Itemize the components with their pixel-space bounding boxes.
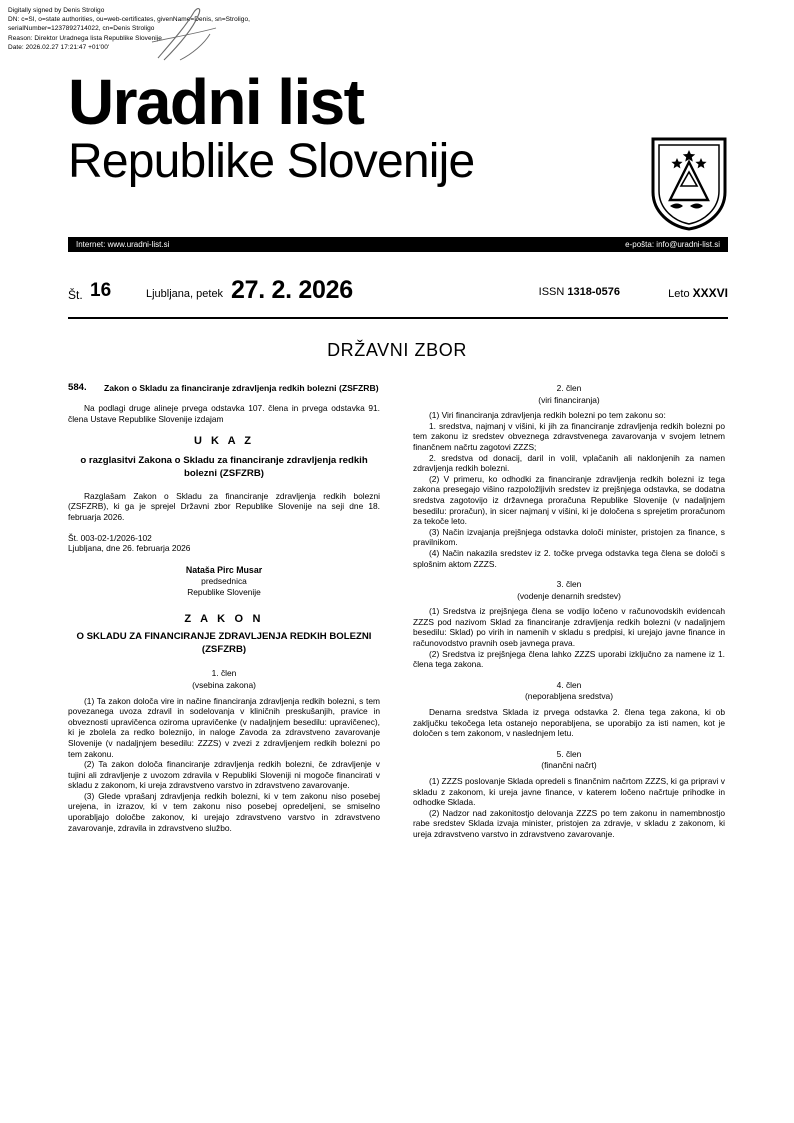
article-3-subtitle: (vodenje denarnih sredstev)	[517, 590, 621, 601]
signature-line-2: DN: c=SI, o=state authorities, ou=web-certificates, givenName=Denis, sn=Stroligo,	[8, 16, 250, 24]
article-2-item-1: 1. sredstva, najmanj v višini, ki jih za financiranje zdravljenja redkih bolezni po tem zakonu iz sredstev obveznega zdravstvenega zavarovanja v svojem letnem finančnem načrtu zagotovi ZZZS;	[413, 420, 725, 452]
article-4-para-1: Denarna sredstva Sklada iz prvega odstavka 2. člena tega zakona, ki ob zaključku tekočega leta ostanejo neporabljena, se uporabijo za isti namen, kot je določen s tem zakonom, v naslednjem letu.	[413, 707, 725, 739]
signer-role-2: Republike Slovenije	[187, 586, 261, 597]
act-title: Zakon o Skladu za financiranje zdravljenja redkih bolezni (ZSFZRB)	[104, 383, 379, 393]
article-1-label: 1. člen	[211, 668, 237, 679]
signature-line-1: Digitally signed by Denis Stroligo	[8, 7, 105, 14]
article-3-para-1: (1) Sredstva iz prejšnjega člena se vodijo ločeno v računovodskih evidencah ZZZS pod nazivom Sklad za financiranje zdravljenja redkih bolezni (v nadaljnjem besedilu: Sklad) po virih in namenih v skladu s predpisi, ki urejajo javne finance in računovodstvo pravnih oseb javnega prava.	[413, 606, 725, 649]
article-2-para-3: (3) Način izvajanja prejšnjega odstavka določi minister, pristojen za finance, s pravilnikom.	[413, 526, 725, 548]
article-2-para-4: (4) Način nakazila sredstev iz 2. točke prvega odstavka tega člena se določi s splošnim aktom ZZZS.	[413, 547, 725, 569]
volume-value: XXXVI	[692, 286, 728, 300]
issue-place-label: Ljubljana, petek	[146, 288, 224, 300]
issue-number-label: Št.	[68, 288, 83, 302]
article-4-subtitle: (neporabljena sredstva)	[525, 691, 613, 702]
document-number: Št. 003-02-1/2026-102	[68, 532, 152, 543]
issn	[539, 286, 620, 298]
signature-president	[68, 565, 380, 598]
masthead-title-line1: Uradni list	[68, 66, 364, 138]
article-2-subtitle: (viri financiranja)	[538, 394, 600, 405]
masthead	[68, 66, 728, 190]
issue-info-bar	[68, 276, 728, 312]
signature-line-4: Reason: Direktor Uradnega lista Republike Slovenije	[8, 34, 162, 42]
slovenia-coat-of-arms-icon	[650, 136, 728, 232]
issn-label: ISSN	[538, 286, 565, 298]
ukaz-subtitle: o razglasitvi Zakona o Skladu za financiranje zdravljenja redkih bolezni (ZSFZRB)	[80, 454, 368, 479]
article-3-label: 3. člen	[556, 579, 582, 590]
email-label: e-pošta: info@uradni-list.si	[625, 240, 720, 249]
article-1-para-2: (2) Ta zakon določa financiranje zdravljenja redkih bolezni, če zdravljenje v tujini ali zdravljenje z uvozom zdravila v Republiki Sloveniji ni mogoče financirati v skladu z zakonom, ki ureja zdravstveno varstvo in zdravstveno zavarovanje.	[68, 759, 380, 791]
signature-line-5: Date: 2026.02.27 17:21:47 +01'00'	[8, 43, 110, 51]
issn-value: 1318-0576	[567, 286, 620, 298]
left-column	[68, 383, 380, 833]
ukaz-intro: Na podlagi druge alineje prvega odstavka 107. člena in prvega odstavka 91. člena Ustave Republike Slovenije izdajam	[68, 403, 380, 424]
document-place-date: Ljubljana, dne 26. februarja 2026	[68, 543, 191, 554]
website-label: Internet: www.uradni-list.si	[76, 240, 170, 249]
issue-number-value: 16	[90, 280, 112, 301]
article-5-para-1: (1) ZZZS poslovanje Sklada opredeli s finančnim načrtom ZZZS, ki ga pripravi v skladu z zakonom, ki ureja javne finance, v katerem ločeno načrtuje prihodke in odhodke Sklada.	[413, 776, 725, 808]
section-title: DRŽAVNI ZBOR	[327, 340, 467, 360]
article-4-label: 4. člen	[556, 679, 582, 690]
act-number: 584.	[68, 382, 87, 393]
issue-date: 27. 2. 2026	[231, 276, 353, 304]
zakon-subtitle: O SKLADU ZA FINANCIRANJE ZDRAVLJENJA REDKIH BOLEZNI (ZSFZRB)	[76, 631, 372, 656]
article-1-para-1: (1) Ta zakon določa vire in načine financiranja zdravljenja redkih bolezni, s tem povezanega uvoza zdravil in sodelovanja v kliničnih preskušanjih, pravice in obveznosti upravičenca oziroma upravičenke (v nadaljnjem besedilu: upravičenec), ki je zbolela za redko boleznijo, in naloge Zavoda za zdravstveno zavarovanje Slovenije (v nadaljnjem besedilu: ZZZS) v zvezi z zdravljenjem redkih bolezni po tem zakonu.	[68, 695, 380, 759]
document-meta	[68, 533, 380, 554]
ukaz-body: Razglašam Zakon o Skladu za financiranje zdravljenja redkih bolezni (ZSFZRB), ki ga je sprejel Državni zbor Republike Slovenije na seji dne 18. februarja 2026.	[68, 490, 380, 522]
article-1-para-3: (3) Glede vprašanj zdravljenja redkih bolezni, ki v tem zakonu niso posebej urejena, in izrazov, ki v tem zakonu niso posebej opredeljeni, se smiselno uporabljajo določbe zakonov, ki urejajo zdravstveno varstvo in zdravstveno zavarovanje, zdravila in zdravstveno službo.	[68, 790, 380, 833]
volume-label: Leto	[668, 288, 690, 300]
article-5-label: 5. člen	[556, 748, 582, 759]
volume	[668, 286, 728, 300]
article-1-subtitle: (vsebina zakona)	[192, 679, 256, 690]
zakon-heading: Z A K O N	[184, 612, 264, 625]
article-5-subtitle: (finančni načrt)	[541, 760, 597, 771]
right-column	[413, 383, 725, 840]
article-2-item-2: 2. sredstva od donacij, daril in volil, vplačanih ali naklonjenih za namen zdravljenja redkih bolezni.	[413, 452, 725, 474]
article-5-para-2: (2) Nadzor nad zakonitostjo delovanja ZZZS po tem zakonu in namembnostjo rabe sredstev Sklada izvaja minister, pristojen za zdravje, v skladu z zakonom, ki ureja zdravstveno varstvo in zdravstveno zavarovanje.	[413, 807, 725, 839]
signer-name: Nataša Pirc Musar	[185, 564, 263, 575]
header-divider	[68, 317, 728, 319]
article-2-para-2: (2) V primeru, ko odhodki za financiranje zdravljenja redkih bolezni iz tega zakona presegajo višino razpoložljivih sredstev iz prejšnjega odstavka, se dodatna sredstva zagotovijo iz državnega proračuna Republike Slovenije (v nadaljnjem besedilu: proračun), in sicer najmanj v višini, ki je določena s sprejetim proračunom za tekoče leto.	[413, 473, 725, 527]
article-2-para-1: (1) Viri financiranja zdravljenja redkih bolezni po tem zakonu so:	[429, 410, 666, 421]
article-3-para-2: (2) Sredstva iz prejšnjega člena lahko ZZZS uporabi izključno za namene iz 1. člena tega zakona.	[413, 648, 725, 670]
masthead-contact-strip	[68, 237, 728, 252]
masthead-title-line2: Republike Slovenije	[68, 135, 475, 188]
article-2-label: 2. člen	[556, 383, 582, 393]
digital-signature-block	[8, 6, 250, 52]
signature-line-3: serialNumber=1237892714022, cn=Denis Stroligo	[8, 25, 155, 33]
act-header	[68, 383, 380, 394]
signer-role-1: predsednica	[201, 575, 247, 586]
ukaz-heading: U K A Z	[194, 435, 254, 448]
